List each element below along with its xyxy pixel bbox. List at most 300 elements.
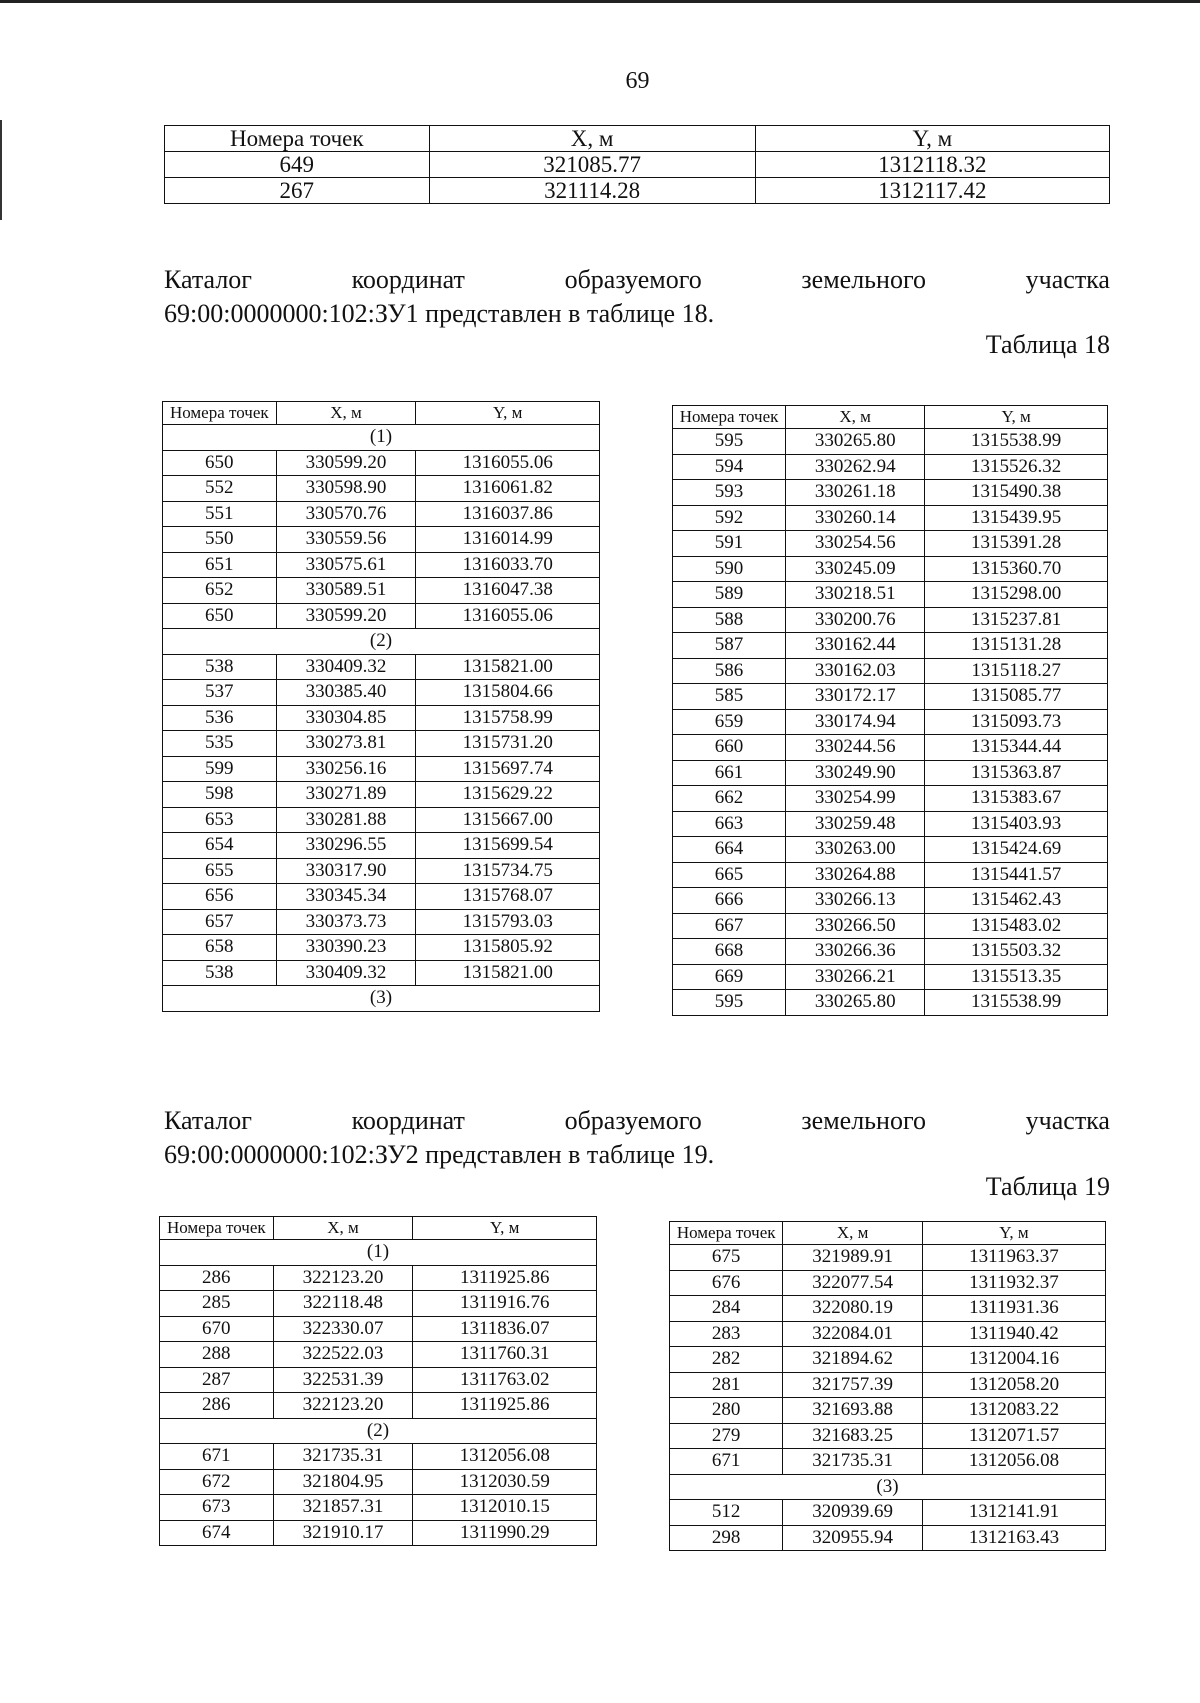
cell-y: 1315462.43 — [925, 888, 1108, 914]
paragraph-table19-intro — [164, 1104, 1110, 1172]
cell-x: 321857.31 — [273, 1495, 413, 1521]
table-row — [673, 964, 1108, 990]
cell-point-number: 592 — [673, 505, 786, 531]
cell-y: 1315697.74 — [416, 756, 600, 782]
table-row — [673, 480, 1108, 506]
cell-y: 1315731.20 — [416, 731, 600, 757]
cell-y: 1315629.22 — [416, 782, 600, 808]
word: Каталог — [164, 265, 252, 294]
table-row — [673, 862, 1108, 888]
cell-y: 1311990.29 — [413, 1520, 597, 1546]
cell-point-number: 512 — [670, 1500, 783, 1526]
cell-y: 1315526.32 — [925, 454, 1108, 480]
cell-x: 322118.48 — [273, 1291, 413, 1317]
cell-x: 330260.14 — [786, 505, 925, 531]
table-row — [163, 909, 600, 935]
table-row — [673, 990, 1108, 1016]
cell-point-number: 590 — [673, 556, 786, 582]
cell-x: 330598.90 — [276, 476, 416, 502]
cell-y: 1315093.73 — [925, 709, 1108, 735]
cell-x: 330385.40 — [276, 680, 416, 706]
cell-x: 330409.32 — [276, 960, 416, 986]
cell-point-number: 551 — [163, 501, 277, 527]
header-x: X, м — [276, 402, 416, 425]
table19-caption: Таблица 19 — [985, 1172, 1110, 1201]
cell-x: 330589.51 — [276, 578, 416, 604]
table-row — [673, 939, 1108, 965]
cell-point-number: 668 — [673, 939, 786, 965]
cell-x: 322123.20 — [273, 1265, 413, 1291]
cell-y: 1315383.67 — [925, 786, 1108, 812]
cell-x: 330317.90 — [276, 858, 416, 884]
section-label: (1) — [163, 425, 600, 451]
cell-x: 330271.89 — [276, 782, 416, 808]
cell-x: 330281.88 — [276, 807, 416, 833]
cell-point-number: 550 — [163, 527, 277, 553]
cell-point-number: 537 — [163, 680, 277, 706]
cell-x: 321804.95 — [273, 1469, 413, 1495]
cell-y: 1315821.00 — [416, 654, 600, 680]
section-label: (2) — [163, 629, 600, 655]
table-row — [163, 552, 600, 578]
table-row — [670, 1245, 1106, 1271]
cell-x: 321735.31 — [783, 1449, 923, 1475]
cell-point-number: 535 — [163, 731, 277, 757]
cell-x: 330559.56 — [276, 527, 416, 553]
cell-x: 330244.56 — [786, 735, 925, 761]
cell-y: 1312071.57 — [922, 1423, 1105, 1449]
word: участка — [1025, 265, 1110, 294]
cell-point-number: 659 — [673, 709, 786, 735]
table-row — [673, 786, 1108, 812]
cell-y: 1311932.37 — [922, 1270, 1105, 1296]
table-row — [163, 833, 600, 859]
table-row — [673, 454, 1108, 480]
cell-y: 1312083.22 — [922, 1398, 1105, 1424]
cell-point-number: 655 — [163, 858, 277, 884]
cell-x: 330259.48 — [786, 811, 925, 837]
cell-point-number: 654 — [163, 833, 277, 859]
cell-point-number: 267 — [165, 178, 430, 204]
cell-x: 330162.44 — [786, 633, 925, 659]
cell-y: 1316061.82 — [416, 476, 600, 502]
section-label: (2) — [160, 1418, 597, 1444]
cell-x: 330249.90 — [786, 760, 925, 786]
cell-y: 1315758.99 — [416, 705, 600, 731]
cell-x: 330266.21 — [786, 964, 925, 990]
cell-point-number: 673 — [160, 1495, 274, 1521]
cell-point-number: 671 — [160, 1444, 274, 1470]
cell-x: 321989.91 — [783, 1245, 923, 1271]
table-header-row — [163, 402, 600, 425]
table-row — [673, 582, 1108, 608]
table-row — [673, 684, 1108, 710]
cell-point-number: 595 — [673, 990, 786, 1016]
section-label: (3) — [670, 1474, 1106, 1500]
cell-y: 1316033.70 — [416, 552, 600, 578]
table-row — [670, 1449, 1106, 1475]
table-row — [160, 1495, 597, 1521]
cell-y: 1311940.42 — [922, 1321, 1105, 1347]
cell-x: 321910.17 — [273, 1520, 413, 1546]
table-row — [163, 756, 600, 782]
cell-point-number: 650 — [163, 450, 277, 476]
header-point-number: Номера точек — [670, 1222, 783, 1245]
cell-x: 330172.17 — [786, 684, 925, 710]
cell-x: 330266.13 — [786, 888, 925, 914]
table-row — [163, 654, 600, 680]
table-row — [673, 505, 1108, 531]
cell-x: 321735.31 — [273, 1444, 413, 1470]
table-row — [163, 578, 600, 604]
cell-point-number: 672 — [160, 1469, 274, 1495]
cell-x: 330174.94 — [786, 709, 925, 735]
cell-x: 330265.80 — [786, 990, 925, 1016]
cell-y: 1315441.57 — [925, 862, 1108, 888]
cell-point-number: 658 — [163, 935, 277, 961]
cell-y: 1311836.07 — [413, 1316, 597, 1342]
table-row — [163, 731, 600, 757]
cell-x: 330262.94 — [786, 454, 925, 480]
cell-point-number: 667 — [673, 913, 786, 939]
paragraph-line1 — [164, 1104, 1110, 1138]
cell-x: 330570.76 — [276, 501, 416, 527]
paragraph-line2: 69:00:0000000:102:ЗУ2 представлен в таблице 19. — [164, 1140, 715, 1169]
cell-y: 1311925.86 — [413, 1393, 597, 1419]
table-row — [670, 1296, 1106, 1322]
cell-point-number: 598 — [163, 782, 277, 808]
cell-x: 321085.77 — [429, 152, 755, 178]
cell-point-number: 286 — [160, 1393, 274, 1419]
scan-edge-left — [0, 120, 2, 220]
header-point-number: Номера точек — [163, 402, 277, 425]
table-row — [670, 1270, 1106, 1296]
cell-point-number: 657 — [163, 909, 277, 935]
cell-x: 330218.51 — [786, 582, 925, 608]
cell-y: 1315237.81 — [925, 607, 1108, 633]
table18-right — [672, 405, 1108, 1016]
table-row — [673, 888, 1108, 914]
cell-y: 1315667.00 — [416, 807, 600, 833]
cell-x: 330264.88 — [786, 862, 925, 888]
table-row — [163, 705, 600, 731]
cell-point-number: 552 — [163, 476, 277, 502]
cell-x: 330254.99 — [786, 786, 925, 812]
cell-x: 322522.03 — [273, 1342, 413, 1368]
cell-x: 330599.20 — [276, 450, 416, 476]
cell-point-number: 286 — [160, 1265, 274, 1291]
cell-y: 1315538.99 — [925, 990, 1108, 1016]
table-row — [670, 1423, 1106, 1449]
scan-edge-top — [0, 0, 1200, 3]
cell-y: 1311916.76 — [413, 1291, 597, 1317]
paragraph-line2: 69:00:0000000:102:ЗУ1 представлен в таблице 18. — [164, 299, 715, 328]
table-row — [673, 913, 1108, 939]
table19-left — [159, 1216, 597, 1546]
cell-point-number: 664 — [673, 837, 786, 863]
cell-point-number: 538 — [163, 960, 277, 986]
cell-y: 1315363.87 — [925, 760, 1108, 786]
header-point-number: Номера точек — [673, 406, 786, 429]
cell-point-number: 656 — [163, 884, 277, 910]
header-y: Y, м — [755, 126, 1109, 152]
cell-x: 330409.32 — [276, 654, 416, 680]
cell-x: 321757.39 — [783, 1372, 923, 1398]
table-row — [673, 709, 1108, 735]
cell-point-number: 653 — [163, 807, 277, 833]
table-row — [160, 1367, 597, 1393]
table-row — [163, 527, 600, 553]
cell-point-number: 670 — [160, 1316, 274, 1342]
word: земельного — [801, 1106, 926, 1135]
table-row — [163, 501, 600, 527]
cell-point-number: 665 — [673, 862, 786, 888]
cell-point-number: 663 — [673, 811, 786, 837]
cell-x: 321693.88 — [783, 1398, 923, 1424]
cell-y: 1312056.08 — [922, 1449, 1105, 1475]
cell-y: 1312163.43 — [922, 1525, 1105, 1551]
header-point-number: Номера точек — [165, 126, 430, 152]
table-row — [163, 858, 600, 884]
table18-caption: Таблица 18 — [985, 330, 1110, 359]
table-row — [673, 811, 1108, 837]
cell-point-number: 279 — [670, 1423, 783, 1449]
cell-point-number: 674 — [160, 1520, 274, 1546]
table-row — [670, 1321, 1106, 1347]
header-y: Y, м — [416, 402, 600, 425]
cell-point-number: 585 — [673, 684, 786, 710]
cell-y: 1316014.99 — [416, 527, 600, 553]
cell-point-number: 652 — [163, 578, 277, 604]
cell-y: 1312058.20 — [922, 1372, 1105, 1398]
table-row — [165, 152, 1110, 178]
cell-x: 330266.36 — [786, 939, 925, 965]
cell-y: 1315538.99 — [925, 429, 1108, 455]
table-row — [160, 1393, 597, 1419]
cell-x: 330200.76 — [786, 607, 925, 633]
table-row — [163, 960, 600, 986]
section-row — [163, 629, 600, 655]
section-row — [670, 1474, 1106, 1500]
table-row — [160, 1265, 597, 1291]
cell-y: 1315439.95 — [925, 505, 1108, 531]
table-row — [163, 450, 600, 476]
cell-x: 330263.00 — [786, 837, 925, 863]
cell-y: 1312118.32 — [755, 152, 1109, 178]
cell-point-number: 281 — [670, 1372, 783, 1398]
cell-y: 1311963.37 — [922, 1245, 1105, 1271]
table-row — [673, 658, 1108, 684]
cell-y: 1315360.70 — [925, 556, 1108, 582]
cell-point-number: 588 — [673, 607, 786, 633]
cell-y: 1315118.27 — [925, 658, 1108, 684]
table-header-row — [160, 1217, 597, 1240]
table-row — [670, 1347, 1106, 1373]
continuation-table — [164, 125, 1110, 204]
cell-y: 1315805.92 — [416, 935, 600, 961]
cell-x: 330390.23 — [276, 935, 416, 961]
cell-x: 321683.25 — [783, 1423, 923, 1449]
cell-x: 330245.09 — [786, 556, 925, 582]
cell-x: 330265.80 — [786, 429, 925, 455]
cell-point-number: 650 — [163, 603, 277, 629]
cell-x: 330373.73 — [276, 909, 416, 935]
table-row — [160, 1316, 597, 1342]
cell-x: 320939.69 — [783, 1500, 923, 1526]
cell-y: 1312004.16 — [922, 1347, 1105, 1373]
table-row — [670, 1398, 1106, 1424]
cell-point-number: 282 — [670, 1347, 783, 1373]
cell-point-number: 538 — [163, 654, 277, 680]
cell-x: 330162.03 — [786, 658, 925, 684]
cell-x: 330304.85 — [276, 705, 416, 731]
header-x: X, м — [783, 1222, 923, 1245]
table-row — [163, 680, 600, 706]
cell-y: 1312030.59 — [413, 1469, 597, 1495]
cell-point-number: 591 — [673, 531, 786, 557]
cell-point-number: 662 — [673, 786, 786, 812]
table-row — [163, 782, 600, 808]
table-row — [673, 760, 1108, 786]
cell-x: 330256.16 — [276, 756, 416, 782]
table-row — [163, 935, 600, 961]
cell-y: 1315344.44 — [925, 735, 1108, 761]
cell-y: 1315793.03 — [416, 909, 600, 935]
cell-x: 322080.19 — [783, 1296, 923, 1322]
cell-point-number: 649 — [165, 152, 430, 178]
table19-right — [669, 1221, 1106, 1551]
cell-x: 322531.39 — [273, 1367, 413, 1393]
word: координат — [351, 1106, 465, 1135]
table-row — [673, 531, 1108, 557]
word: образуемого — [564, 1106, 702, 1135]
cell-y: 1315403.93 — [925, 811, 1108, 837]
table-row — [165, 178, 1110, 204]
cell-point-number: 599 — [163, 756, 277, 782]
table-row — [673, 633, 1108, 659]
section-row — [163, 425, 600, 451]
table-row — [670, 1525, 1106, 1551]
cell-x: 322084.01 — [783, 1321, 923, 1347]
cell-x: 321114.28 — [429, 178, 755, 204]
cell-y: 1316047.38 — [416, 578, 600, 604]
cell-point-number: 651 — [163, 552, 277, 578]
header-x: X, м — [429, 126, 755, 152]
header-x: X, м — [786, 406, 925, 429]
cell-y: 1311760.31 — [413, 1342, 597, 1368]
table18-left — [162, 401, 600, 1012]
cell-y: 1315085.77 — [925, 684, 1108, 710]
table-header-row — [165, 126, 1110, 152]
table-row — [673, 735, 1108, 761]
cell-y: 1316055.06 — [416, 603, 600, 629]
cell-point-number: 536 — [163, 705, 277, 731]
cell-y: 1315490.38 — [925, 480, 1108, 506]
cell-x: 330266.50 — [786, 913, 925, 939]
cell-point-number: 676 — [670, 1270, 783, 1296]
cell-x: 330273.81 — [276, 731, 416, 757]
cell-y: 1311931.36 — [922, 1296, 1105, 1322]
cell-y: 1315821.00 — [416, 960, 600, 986]
cell-y: 1315804.66 — [416, 680, 600, 706]
cell-y: 1315734.75 — [416, 858, 600, 884]
cell-point-number: 587 — [673, 633, 786, 659]
cell-point-number: 669 — [673, 964, 786, 990]
section-row — [160, 1418, 597, 1444]
cell-point-number: 298 — [670, 1525, 783, 1551]
table-row — [673, 607, 1108, 633]
cell-point-number: 594 — [673, 454, 786, 480]
cell-x: 321894.62 — [783, 1347, 923, 1373]
header-y: Y, м — [413, 1217, 597, 1240]
cell-x: 322123.20 — [273, 1393, 413, 1419]
cell-point-number: 283 — [670, 1321, 783, 1347]
cell-point-number: 595 — [673, 429, 786, 455]
header-y: Y, м — [922, 1222, 1105, 1245]
header-point-number: Номера точек — [160, 1217, 274, 1240]
paragraph-line1 — [164, 263, 1110, 297]
cell-y: 1315513.35 — [925, 964, 1108, 990]
table-row — [673, 429, 1108, 455]
word: образуемого — [564, 265, 702, 294]
cell-point-number: 280 — [670, 1398, 783, 1424]
cell-y: 1315483.02 — [925, 913, 1108, 939]
cell-point-number: 589 — [673, 582, 786, 608]
cell-point-number: 593 — [673, 480, 786, 506]
cell-y: 1315503.32 — [925, 939, 1108, 965]
table-row — [673, 556, 1108, 582]
table-header-row — [673, 406, 1108, 429]
word: земельного — [801, 265, 926, 294]
table-row — [160, 1444, 597, 1470]
cell-y: 1312117.42 — [755, 178, 1109, 204]
cell-point-number: 586 — [673, 658, 786, 684]
cell-x: 330261.18 — [786, 480, 925, 506]
table-row — [673, 837, 1108, 863]
table-row — [670, 1500, 1106, 1526]
cell-y: 1315298.00 — [925, 582, 1108, 608]
section-row — [160, 1240, 597, 1266]
word: Каталог — [164, 1106, 252, 1135]
cell-y: 1311925.86 — [413, 1265, 597, 1291]
cell-x: 330254.56 — [786, 531, 925, 557]
header-y: Y, м — [925, 406, 1108, 429]
table-row — [160, 1469, 597, 1495]
table-row — [163, 476, 600, 502]
cell-y: 1312010.15 — [413, 1495, 597, 1521]
table-row — [163, 603, 600, 629]
table-row — [160, 1291, 597, 1317]
cell-point-number: 661 — [673, 760, 786, 786]
cell-y: 1312056.08 — [413, 1444, 597, 1470]
cell-y: 1315131.28 — [925, 633, 1108, 659]
header-x: X, м — [273, 1217, 413, 1240]
cell-y: 1315391.28 — [925, 531, 1108, 557]
section-label: (3) — [163, 986, 600, 1012]
table-row — [163, 807, 600, 833]
cell-point-number: 675 — [670, 1245, 783, 1271]
cell-y: 1315699.54 — [416, 833, 600, 859]
word: координат — [351, 265, 465, 294]
cell-point-number: 285 — [160, 1291, 274, 1317]
section-row — [163, 986, 600, 1012]
table-row — [160, 1520, 597, 1546]
cell-point-number: 284 — [670, 1296, 783, 1322]
table-row — [160, 1342, 597, 1368]
cell-y: 1316037.86 — [416, 501, 600, 527]
cell-y: 1312141.91 — [922, 1500, 1105, 1526]
table-row — [670, 1372, 1106, 1398]
